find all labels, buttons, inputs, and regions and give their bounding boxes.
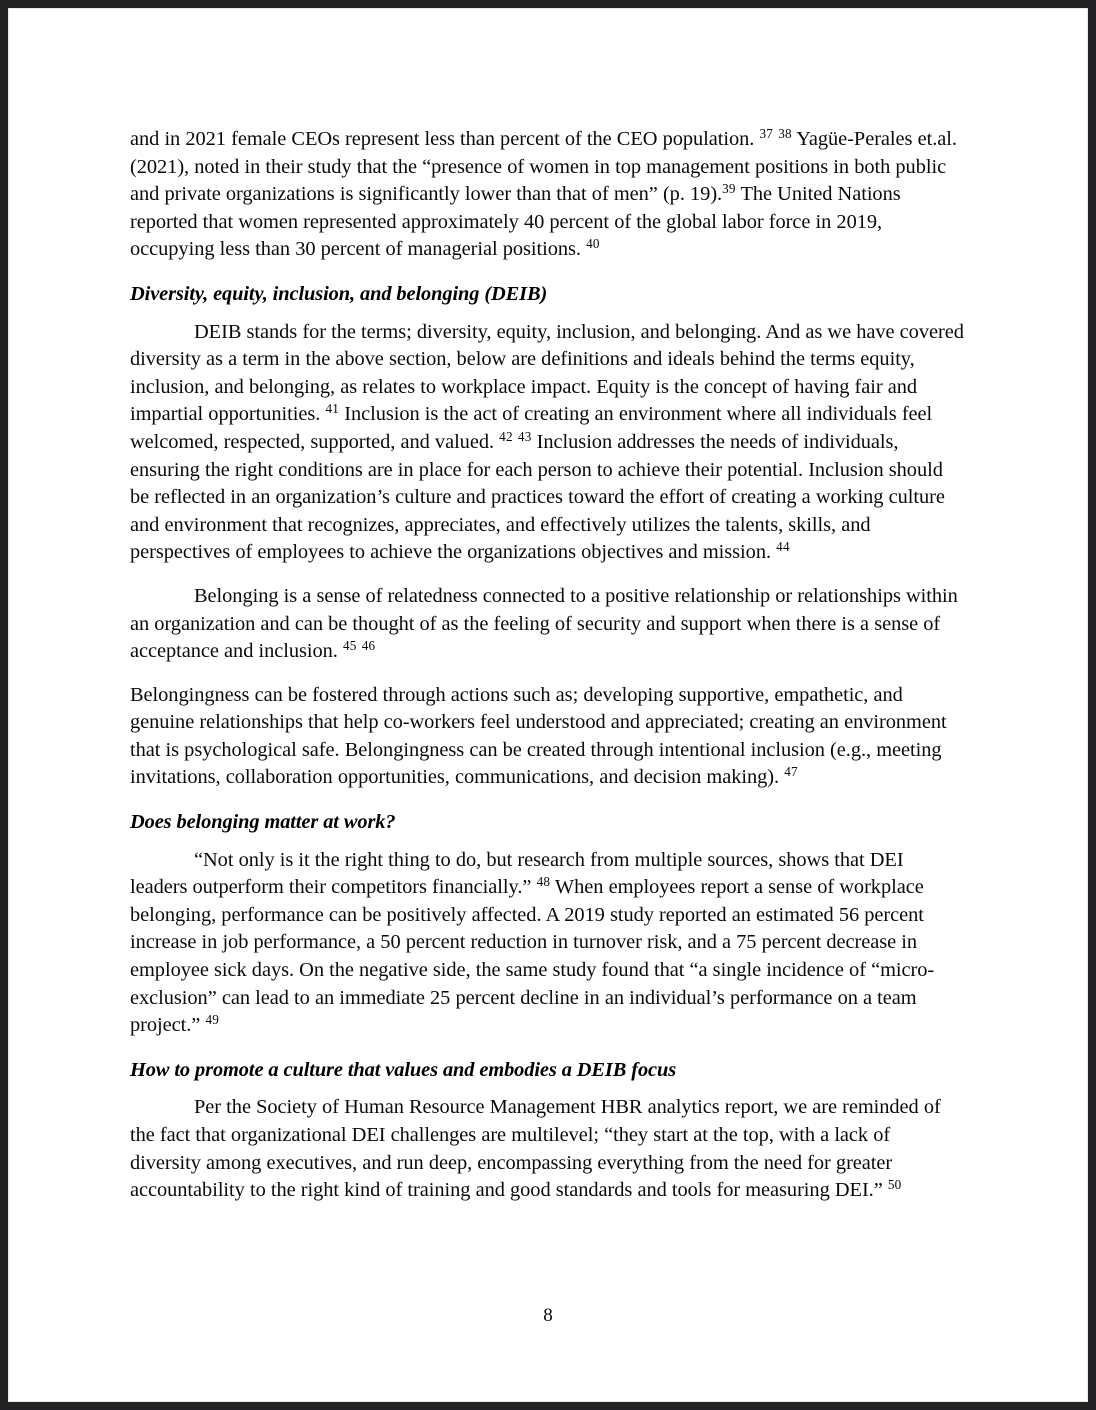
footnote-marker-42: 42	[499, 428, 513, 444]
paragraph-belonging-business-case	[130, 847, 966, 1040]
paragraph-deib-definitions	[130, 319, 966, 567]
paragraph-1-text-a: and in 2021 female CEOs represent less than percent of the CEO population.	[130, 128, 760, 150]
footnote-marker-40: 40	[586, 236, 600, 252]
paragraph-ceo-statistics	[130, 126, 966, 264]
footnote-marker-50: 50	[887, 1177, 902, 1193]
footnote-marker-41: 41	[325, 401, 340, 417]
paragraph-2-text-a: DEIB stands for the terms; diversity, equity, inclusion, and belonging. And as we have covered diversity as a term in the above section, below are definitions and ideals behind the terms equity, inclusion, and belonging, as relates to workplace impact. Equity is the concept of having fair and impartial opportunities.	[130, 320, 964, 426]
heading-how-to-promote-deib-culture: How to promote a culture that values and embodies a DEIB focus	[130, 1058, 677, 1081]
paragraph-belongingness-fostering	[130, 682, 966, 792]
footnote-marker-37: 37	[759, 126, 774, 141]
paragraph-4-text-a: Belongingness can be fostered through actions such as; developing supportive, empathetic, and genuine relationships that help co-workers feel understood and appreciated; creating an environment that is psychological safe. Belongingness can be created through intentional inclusion (e.g., meeting invitations, collaboration opportunities, communications, and decision making).	[130, 683, 947, 789]
page-sheet	[8, 8, 1088, 1402]
paragraph-belonging-definition	[130, 583, 966, 666]
page-text-body	[130, 126, 966, 1205]
footnote-marker-44: 44	[776, 539, 790, 555]
paragraph-5-text-a: “Not only is it the right thing to do, but research from multiple sources, shows that DEI leaders outperform their competitors financially.”	[130, 848, 904, 899]
paragraph-6-text-a: Per the Society of Human Resource Management HBR analytics report, we are reminded of the fact that organizational DEI challenges are multilevel; “they start at the top, with a lack of diversity among executives, and run deep, encompassing everything from the need for greater accountability to the right kind of training and good standards and tools for measuring DEI.”	[130, 1096, 941, 1202]
paragraph-1-text-b: Yagüe-Perales et.al. (2021), noted in their study that the “presence of women in top management positions in both public and private organizations is significantly lower than that of men” (p. 19).	[130, 128, 957, 206]
footnote-marker-48: 48	[536, 874, 551, 890]
footnote-marker-38: 38	[778, 126, 792, 141]
page-number: 8	[543, 1305, 553, 1326]
paragraph-2-text-b: Inclusion is the act of creating an environment where all individuals feel welcomed, respected, supported, and valued.	[130, 403, 933, 453]
footnote-marker-49: 49	[205, 1012, 220, 1028]
footnote-marker-47: 47	[784, 764, 798, 780]
heading-does-belonging-matter-at-work: Does belonging matter at work?	[130, 811, 396, 834]
footnote-marker-45: 45	[343, 638, 357, 654]
paragraph-2-text-c: Inclusion addresses the needs of individuals, ensuring the right conditions are in place for each person to achieve their potential. Inclusion should be reflected in an organization’s culture and practices toward the effort of creating a working culture and environment that recognizes, appreciates, and effectively utilizes the talents, skills, and perspectives of employees to achieve the organizations objectives and mission.	[130, 430, 945, 564]
paragraph-shrm-hbr-report	[130, 1094, 966, 1204]
footnote-marker-43: 43	[517, 428, 532, 444]
paragraph-1-text-c: The United Nations reported that women represented approximately 40 percent of the global labor force in 2019, occupying less than 30 percent of managerial positions.	[130, 183, 901, 261]
paragraph-3-text-a: Belonging is a sense of relatedness connected to a positive relationship or relationships within an organization and can be thought of as the feeling of security and support when there is a sense of acceptance and inclusion.	[130, 584, 958, 663]
footnote-marker-46: 46	[361, 638, 376, 654]
footnote-marker-39: 39	[722, 181, 736, 197]
paragraph-5-text-b: When employees report a sense of workplace belonging, performance can be positively affected. A 2019 study reported an estimated 56 percent increase in job performance, a 50 percent reduction in turnover risk, and a 75 percent decrease in employee sick days. On the negative side, the same study found that “a single incidence of “micro-exclusion” can lead to an immediate 25 percent decline in an individual’s performance on a team project.”	[130, 876, 935, 1037]
heading-diversity-equity-inclusion-belonging: Diversity, equity, inclusion, and belonging (DEIB)	[130, 282, 548, 305]
